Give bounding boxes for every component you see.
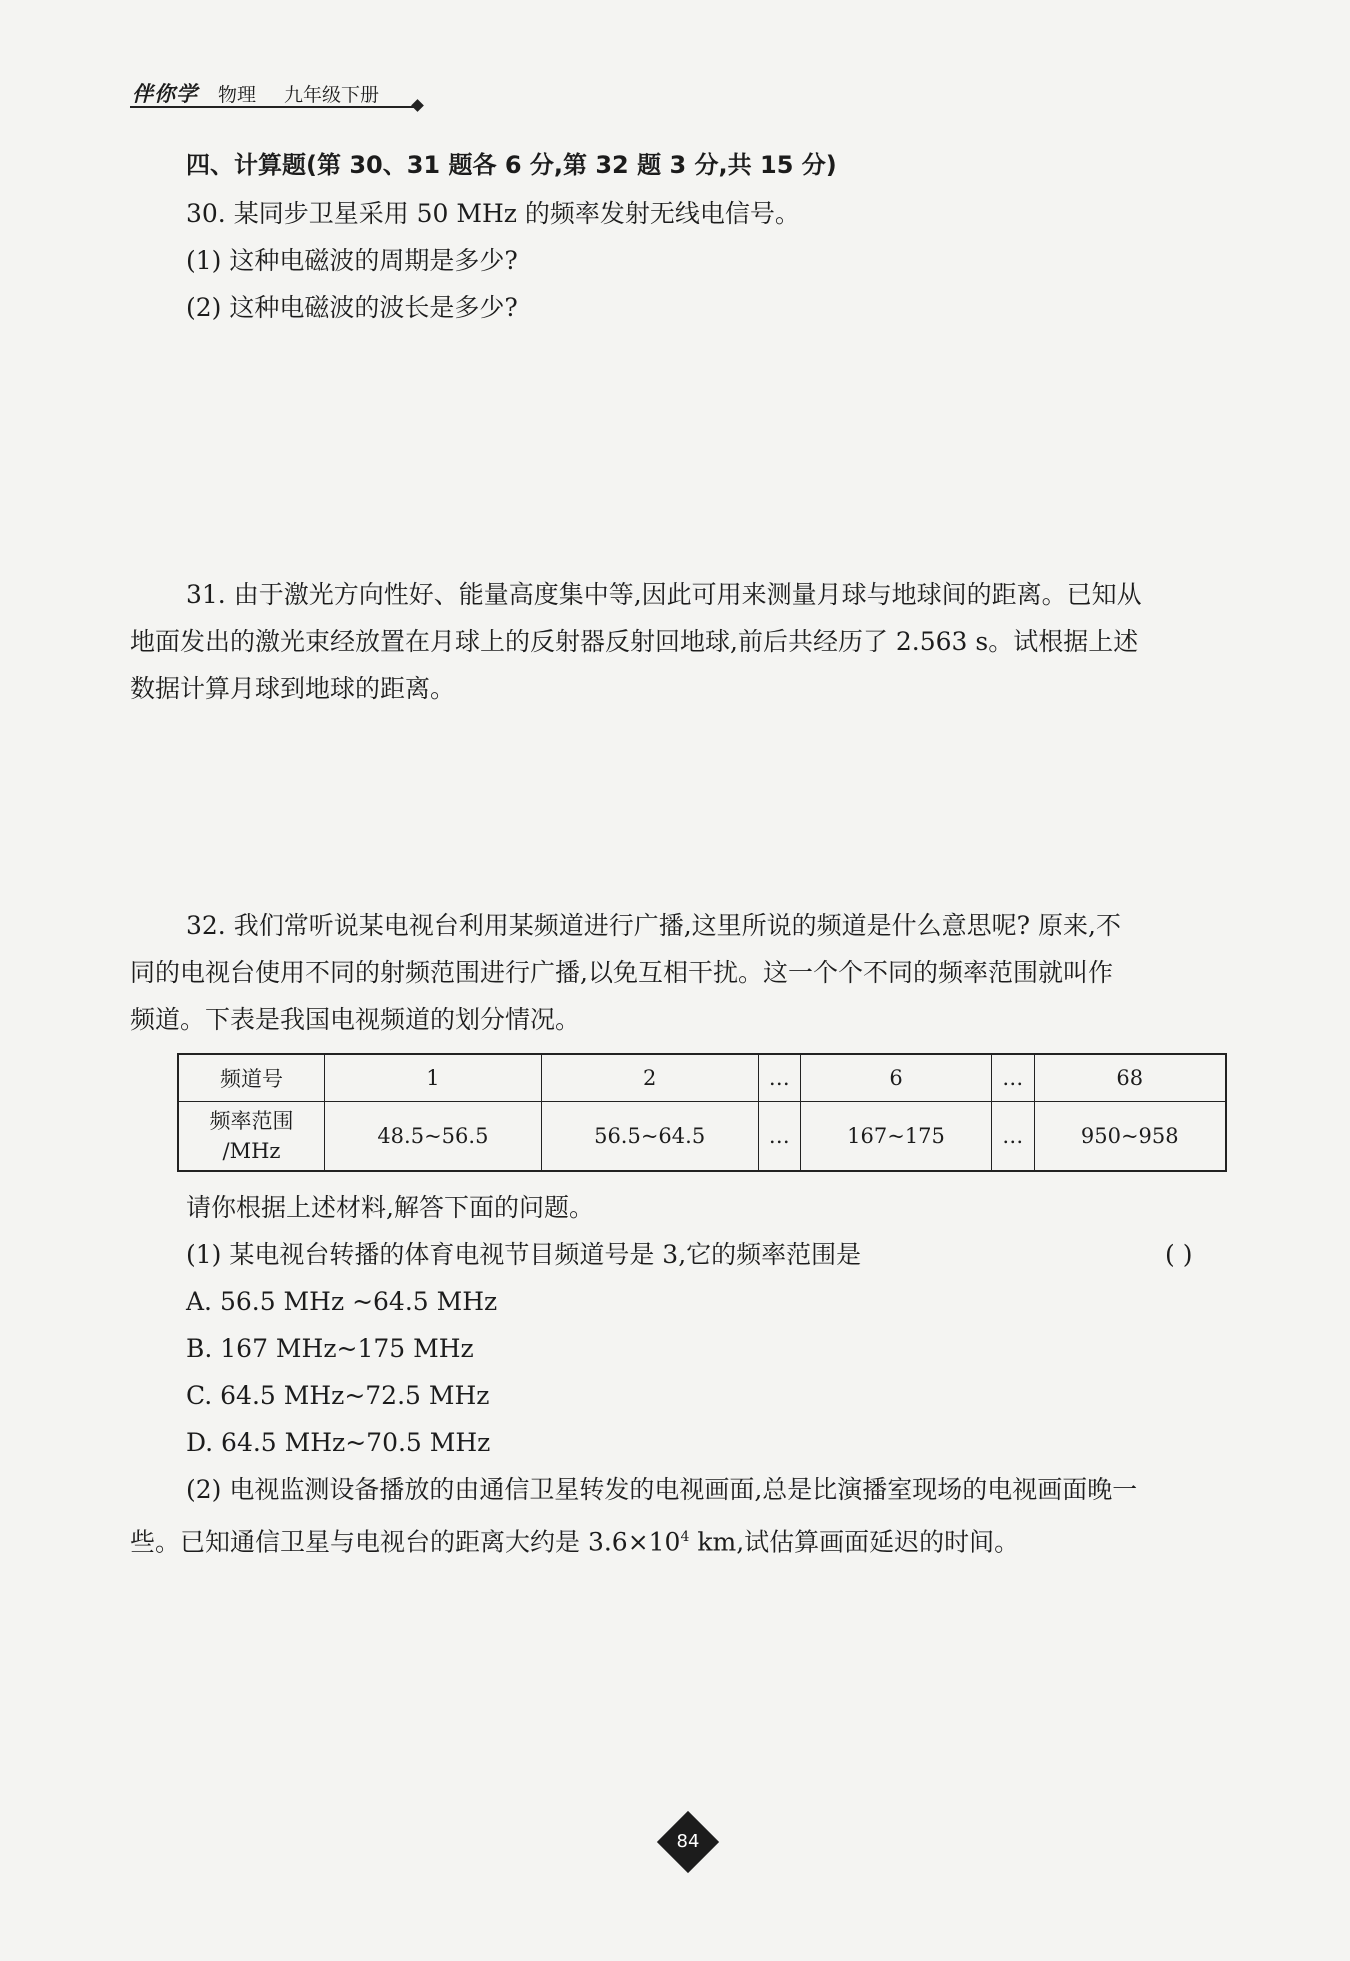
q32-sub2-text-a: 些。已知通信卫星与电视台的距离大约是 3.6×10 — [130, 1527, 681, 1557]
range-head-line1: 频率范围 — [209, 1109, 294, 1133]
table-cell: 1 — [325, 1054, 542, 1102]
table-row — [178, 1054, 1226, 1102]
table-cell: 950~958 — [1034, 1102, 1226, 1172]
table-row — [178, 1102, 1226, 1172]
table-cell: 48.5~56.5 — [325, 1102, 542, 1172]
q32-line1: 32. 我们常听说某电视台利用某频道进行广播,这里所说的频道是什么意思呢? 原来,不 — [186, 911, 1121, 940]
q32-instruction: 请你根据上述材料,解答下面的问题。 — [186, 1193, 594, 1222]
table-cell: … — [758, 1102, 801, 1172]
table-header-cell: 频道号 — [178, 1054, 325, 1102]
table-cell: 167~175 — [801, 1102, 992, 1172]
table-header-cell — [178, 1102, 325, 1172]
q31-line2: 地面发出的激光束经放置在月球上的反射器反射回地球,前后共经历了 2.563 s。试根据上述 — [130, 627, 1139, 656]
answer-bracket: ( ) — [1165, 1240, 1193, 1269]
option-b: B. 167 MHz~175 MHz — [186, 1334, 474, 1363]
grade-label: 九年级下册 — [284, 84, 380, 106]
q32-line3: 频道。下表是我国电视频道的划分情况。 — [130, 1005, 581, 1034]
header-rule — [130, 106, 415, 108]
table-cell: 6 — [801, 1054, 992, 1102]
q32-sub2-text-b: km,试估算画面延迟的时间。 — [689, 1527, 1020, 1557]
q30-stem: 30. 某同步卫星采用 50 MHz 的频率发射无线电信号。 — [186, 199, 800, 228]
brand-logo: 伴你学 — [132, 82, 198, 106]
channel-table — [177, 1053, 1227, 1172]
q32-sub1: (1) 某电视台转播的体育电视节目频道号是 3,它的频率范围是 — [186, 1240, 862, 1269]
table-cell: … — [758, 1054, 801, 1102]
header-diamond-icon — [411, 99, 424, 112]
subject-label: 物理 — [218, 84, 257, 106]
q32-sub2-line2 — [130, 1520, 1019, 1559]
table-cell: … — [992, 1054, 1035, 1102]
q31-line1: 31. 由于激光方向性好、能量高度集中等,因此可用来测量月球与地球间的距离。已知从 — [186, 580, 1142, 609]
range-head-line2: /MHz — [222, 1139, 281, 1163]
q31-line3: 数据计算月球到地球的距离。 — [130, 674, 456, 703]
table-cell: … — [992, 1102, 1035, 1172]
option-d: D. 64.5 MHz~70.5 MHz — [186, 1428, 491, 1457]
table-cell: 68 — [1034, 1054, 1226, 1102]
q32-line2: 同的电视台使用不同的射频范围进行广播,以免互相干扰。这一个个不同的频率范围就叫作 — [130, 958, 1113, 987]
table-cell: 2 — [541, 1054, 758, 1102]
exponent: 4 — [680, 1529, 690, 1545]
q30-sub2: (2) 这种电磁波的波长是多少? — [186, 293, 518, 322]
page-number: 84 — [676, 1831, 700, 1852]
page-header — [130, 76, 425, 110]
section-title: 四、计算题(第 30、31 题各 6 分,第 32 题 3 分,共 15 分) — [186, 151, 837, 179]
option-a: A. 56.5 MHz ~64.5 MHz — [186, 1287, 498, 1316]
table-cell: 56.5~64.5 — [541, 1102, 758, 1172]
option-c: C. 64.5 MHz~72.5 MHz — [186, 1381, 490, 1410]
q32-sub2-line1: (2) 电视监测设备播放的由通信卫星转发的电视画面,总是比演播室现场的电视画面晚一 — [186, 1475, 1138, 1504]
q30-sub1: (1) 这种电磁波的周期是多少? — [186, 246, 518, 275]
